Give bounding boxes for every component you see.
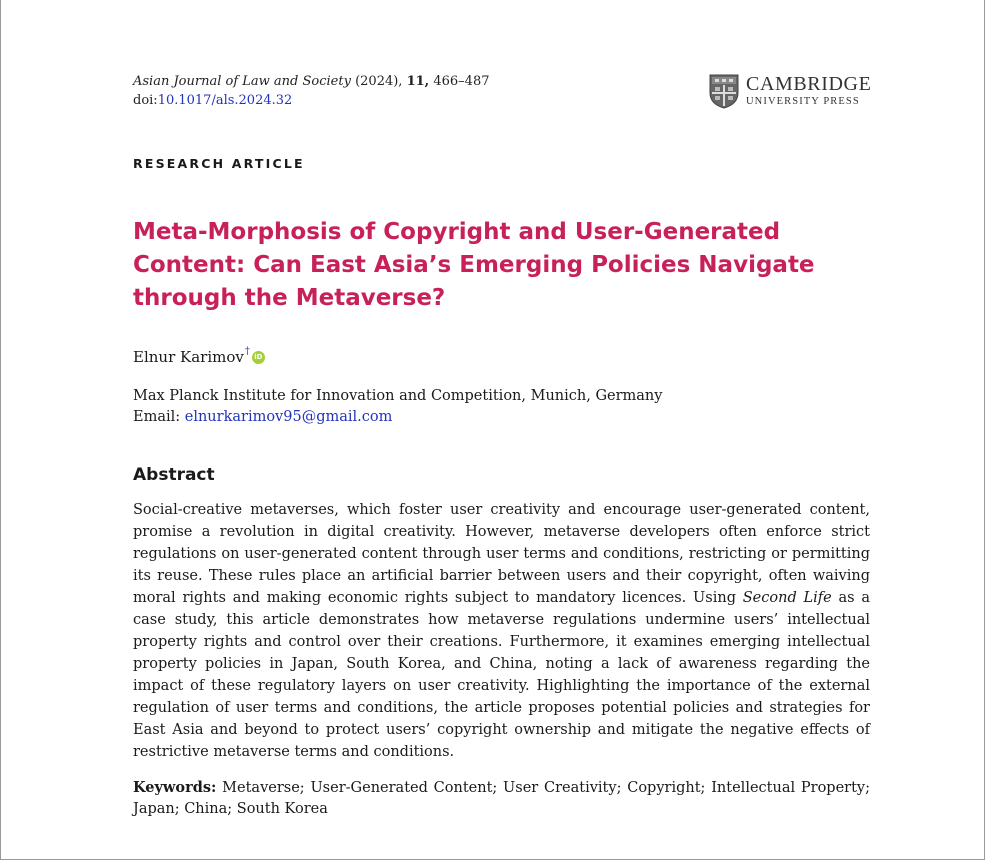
email-label: Email: <box>133 409 181 425</box>
doi-line <box>133 91 490 110</box>
author-name: Elnur Karimov <box>133 348 244 366</box>
cambridge-shield-icon <box>708 73 740 109</box>
doi-prefix: doi: <box>133 93 158 108</box>
logo-title: CAMBRIDGE <box>746 73 872 96</box>
author-line <box>133 348 265 366</box>
abstract-italic-term: Second Life <box>742 590 832 606</box>
citation-line <box>133 72 490 91</box>
author-footnote-mark[interactable]: † <box>244 346 250 357</box>
citation-block <box>133 72 490 110</box>
abstract-heading: Abstract <box>133 465 215 485</box>
abstract-text-part2: as a case study, this article demonstrates how metaverse regulations undermine users’ intellectual property rights and control over their creations. Furthermore, it examines emerging intellectual property policies in Japan, South Korea, and China, noting a lack of awareness regarding the impact of these regulatory layers on user creativity. Highlighting the importance of the external regulation of user terms and conditions, the article proposes potential policies and strategies for East Asia and beyond to protect users’ copyright ownership and mitigate the negative effects of restrictive metaverse terms and conditions. <box>133 590 870 760</box>
keywords <box>133 777 870 820</box>
abstract-text <box>133 499 870 763</box>
keywords-list: Metaverse; User-Generated Content; User Creativity; Copyright; Intellectual Property; Japan; China; South Korea <box>133 780 870 817</box>
article-type: RESEARCH ARTICLE <box>133 156 305 171</box>
email-link[interactable]: elnurkarimov95@gmail.com <box>184 409 393 425</box>
article-title: Meta-Morphosis of Copyright and User-Generated Content: Can East Asia’s Emerging Policies Navigate through the Metaverse? <box>133 219 815 311</box>
logo-subtitle: UNIVERSITY PRESS <box>746 96 860 108</box>
journal-volume: 11, <box>406 74 430 89</box>
abstract-text-part1: Social-creative metaverses, which foster user creativity and encourage user-generated content, promise a revolution in digital creativity. However, metaverse developers often enforce strict regulations on user-generated content through user terms and conditions, restricting or permitting its reuse. These rules place an artificial barrier between users and their copyright, often waiving moral rights and making economic rights subject to mandatory licences. Using <box>133 502 870 606</box>
journal-pages: 466–487 <box>433 74 490 89</box>
keywords-label: Keywords: <box>133 779 217 796</box>
journal-year: (2024), <box>355 74 403 89</box>
doi-link[interactable]: 10.1017/als.2024.32 <box>157 93 293 108</box>
affiliation-institution: Max Planck Institute for Innovation and Competition, Munich, Germany <box>133 388 663 404</box>
publisher-logo <box>708 73 871 109</box>
affiliation-block <box>133 386 662 428</box>
journal-name: Asian Journal of Law and Society <box>133 74 351 89</box>
orcid-icon[interactable]: iD <box>252 351 265 364</box>
affiliation-email-line <box>133 407 662 428</box>
logo-text <box>746 74 871 108</box>
